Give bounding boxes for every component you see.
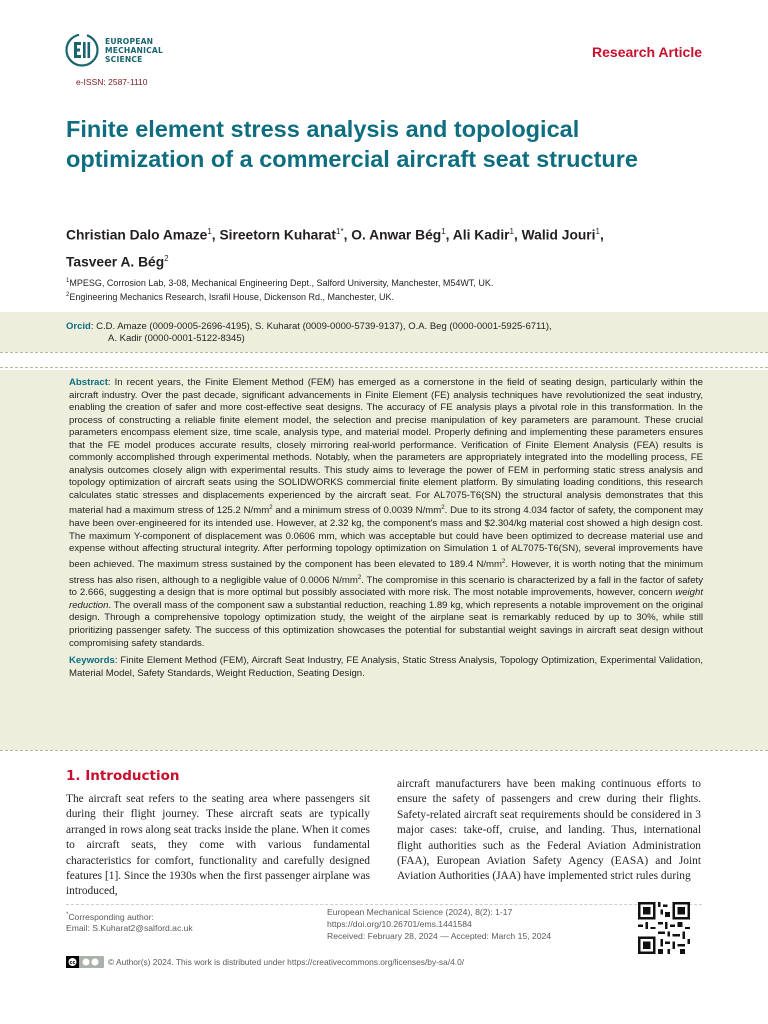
abstract-box	[0, 370, 768, 750]
author-name: Walid Jouri	[521, 227, 596, 243]
author-name: Tasveer A. Bég	[66, 254, 165, 270]
author-affil-sup: 1	[595, 227, 600, 236]
orcid-line-1: : C.D. Amaze (0009-0005-2696-4195), S. Kuharat (0009-0000-5739-9137), O.A. Beg (0000-0001-5925-6711),	[90, 321, 552, 332]
journal-citation: European Mechanical Science (2024), 8(2): 1-17	[327, 907, 513, 917]
intro-left-column: The aircraft seat refers to the seating area where passengers sit during their flight journey. These aircraft seats are typically arranged in rows along seat tracks inside the plane. When it comes to aircraft seats, they come with various fundamental characteristics for comfort, functionality and carefully designed features [1]. Since the 1930s when the first passenger airplane was introduced,	[66, 793, 370, 898]
abstract-label: Abstract	[69, 377, 108, 388]
article-type-label: Research Article	[592, 44, 702, 60]
affiliation-item: $^2$Engineering Mechanics Research, Israfil House, Dickenson Rd., Manchester, UK.	[66, 292, 394, 302]
author-affil-sup: 2	[164, 253, 169, 263]
affiliations	[66, 275, 493, 303]
divider	[0, 750, 768, 751]
logo-line-1: EUROPEAN	[105, 36, 154, 46]
logo-line-3: SCIENCE	[105, 54, 143, 64]
divider	[0, 367, 768, 368]
logo-line-2: MECHANICAL	[105, 45, 164, 55]
keywords-paragraph	[69, 655, 703, 680]
affiliation-item: $^1$MPESG, Corrosion Lab, 3-08, Mechanical Engineering Dept., Salford University, Manchester, M54WT, UK.	[66, 278, 494, 288]
footer-divider	[66, 904, 702, 905]
author-name: Sireetorn Kuharat	[219, 227, 336, 243]
author-list: Christian Dalo Amaze$^1$, Sireetorn Kuharat$^{1*}$, O. Anwar Bég$^1$, Ali Kadir$^1$, Walid Jouri$^1$, Tasveer A. Bég$^2$	[66, 227, 604, 270]
logo-text	[105, 37, 163, 64]
abstract-text	[69, 377, 703, 680]
doi-link[interactable]: https://doi.org/10.26701/ems.1441584	[327, 918, 472, 929]
author-name: O. Anwar Bég	[351, 227, 442, 243]
orcid-text	[66, 321, 552, 345]
keywords-text: : Finite Element Method (FEM), Aircraft Seat Industry, FE Analysis, Static Stress Analysis, Topology Optimization, Experimental Validation, Material Model, Safety Standards, Weight Reduction, Seating Design.	[69, 655, 703, 679]
issn-label: e-ISSN: 2587-1110	[76, 77, 148, 87]
corresponding-email[interactable]: Email: S.Kuharat2@salford.ac.uk	[66, 923, 193, 934]
corresponding-author: *Corresponding author: Email: S.Kuharat2@salford.ac.uk	[66, 911, 193, 934]
author-affil-sup: 1	[207, 227, 212, 236]
section-heading-introduction: 1. Introduction	[66, 768, 180, 784]
journal-logo	[65, 33, 163, 67]
keywords-label: Keywords	[69, 655, 115, 667]
author-affil-sup: 1*	[336, 227, 344, 236]
qr-code-icon	[638, 902, 690, 954]
divider	[0, 352, 768, 353]
svg-text:cc: cc	[69, 960, 76, 966]
license-text: © Author(s) 2024. This work is distributed under https://creativecommons.org/licenses/by-sa/4.0/	[108, 957, 465, 967]
author-affil-sup: 1	[509, 227, 514, 236]
author-affil-sup: 1	[441, 227, 446, 236]
orcid-line-2: A. Kadir (0000-0001-5122-8345)	[108, 333, 245, 344]
paper-title: Finite element stress analysis and topological optimization of a commercial aircraft seat structure	[66, 116, 638, 172]
orcid-box	[0, 312, 768, 352]
orcid-label: Orcid	[66, 321, 91, 332]
ems-logo-icon	[65, 33, 99, 67]
abstract-paragraph: Abstract: In recent years, the Finite Element Method (FEM) has emerged as a cornerstone in the field of seating design, particularly within the aircraft industry. Over the past decade, significant advancements in Finite Element (FE) analysis techniques have revolutionized the seat industry, enabling the creation of safer and more cost-effective seat designs. The accuracy of FE analysis plays a pivotal role in this transformation. In the process of constructing a reliable finite element model, the selection and precise manipulation of key parameters are paramount. These crucial parameters encompass element size, time scale, analysis type, and material model. Properly defining and implementing these parameters ensures that the FE model produces accurate results, closely mirroring real-world performance. Verification of Finite Element Analysis (FEA) results is commonly accomplished through experimental methods. Notably, when the parameters are appropriately integrated into the modelling process, FE analysis outcomes closely align with experimental results. This study aims to leverage the power of FEM in performing static stress analysis and topology optimization of aircraft seats using the SOLIDWORKS commercial finite element platform. By simulating loading conditions, this research calculates static stresses and displacements experienced by the aircraft seat. For AL7075-T6(SN) the structural analysis demonstrates that this material had a maximum stress of 125.2 $N/mm^2$ and a minimum stress of 0.0039 $N/mm^2$. Due to its strong 4.034 factor of safety, the component may have been over-engineered for its intended use. However, at 2.32 kg, the component's mass and $2.304/kg material cost showed a high design cost. The maximum Y-component of displacement was 0.0606 mm, which was acceptable but could have been optimized to decrease material use and expense without affecting structural integrity. After performing topology optimization on Simulation 1 of AL7075-T6(SN), several improvements have been achieved. The maximum stress sustained by the component has been elevated to 189.4 $N/mm^2$. However, it is worth noting that the minimum stress has also risen, although to a negligible value of 0.0006 $N/mm^2$. The compromise in this scenario is characterized by a fall in the factor of safety to 2.666, suggesting a design that is more optimal but possibly associated with more risk. The most notable improvements, however, concern weight reduction. The overall mass of the component saw a substantial reduction, reaching 1.89 kg, which represents a notable improvement on the original design. Through a comprehensive topology optimization study, the weight of the airplane seat is remarkably reduced by up to 30%, while still prioritizing passenger safety. The success of this optimization showcases the potential for substantial weight savings in aircraft seat design without compromising safety standards.	[69, 377, 703, 649]
received-accepted-dates: Received: February 28, 2024 — Accepted: March 15, 2024	[327, 930, 552, 941]
author-name: Ali Kadir	[452, 227, 510, 243]
journal-info	[327, 907, 551, 942]
license-line	[66, 956, 464, 968]
intro-right-column: aircraft manufacturers have been making continuous efforts to ensure the safety of passengers and crew during their flights. Safety-related aircraft seat requirements should be considered in 3 major cases: take-off, cruise, and landing. Thus, international flight authorities such as the Federal Aviation Administration (FAA), European Aviation Safety Agency (EASA) and Joint Aviation Authorities (JAA) have implemented strict rules during	[397, 778, 701, 883]
cc-by-sa-icon	[66, 956, 104, 968]
page-header	[0, 0, 768, 95]
author-name: Christian Dalo Amaze	[66, 227, 208, 243]
